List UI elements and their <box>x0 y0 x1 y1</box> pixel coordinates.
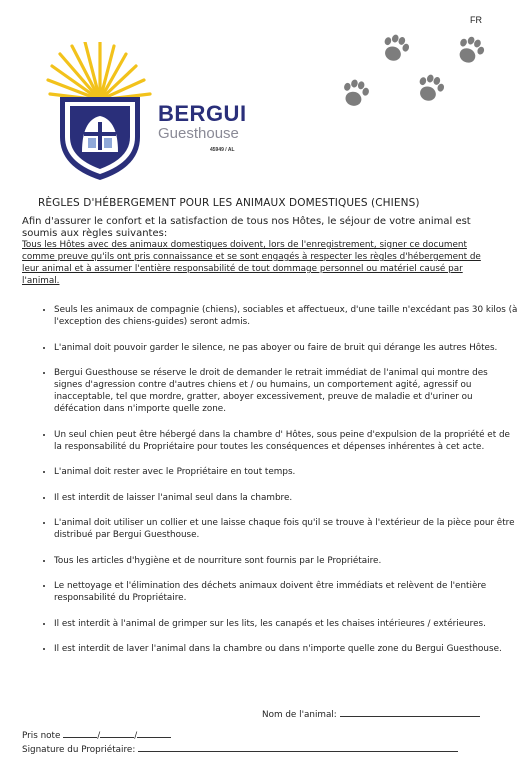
paw-print-icon <box>414 72 447 105</box>
animal-name-row <box>262 707 480 720</box>
sun-logo-icon <box>48 42 150 100</box>
paw-print-icon <box>379 32 412 65</box>
animal-name-field[interactable] <box>340 707 480 717</box>
date-month-field[interactable] <box>100 728 134 738</box>
rule-item: • Seuls les animaux de compagnie (chiens), sociables et affectueux, d'une taille n'excédant pas 30 kilos (à l'exception des chiens-guides) seront admis. <box>54 304 518 328</box>
rule-item: • Bergui Guesthouse se réserve le droit de demander le retrait immédiat de l'animal qui montre des signes d'agression contre d'autres chiens et / ou humains, un comportement agité, agressif ou inacceptable, tel que mordre, gratter, aboyer excessivement, preuve de maladie et d'uriner ou défécation dans n'importe quelle zone. <box>54 367 518 415</box>
notice-text: Tous les Hôtes avec des animaux domestiques doivent, lors de l'enregistrement, signer ce document comme preuve qu'ils ont pris connaissance et se sont engagés à respecter les règles d'hébergement de leur animal et à assumer l'entière responsabilité de tout dommage personnel ou matériel causé par l'animal. <box>22 240 481 286</box>
paw-prints <box>335 28 505 118</box>
rule-item: • Un seul chien peut être hébergé dans la chambre d' Hôtes, sous peine d'expulsion de la propriété et de la responsabilité du Propriétaire pour toutes les conséquences et dépenses inhérentes à cet acte. <box>54 429 518 453</box>
signature-row <box>22 742 458 756</box>
date-day-field[interactable] <box>63 728 97 738</box>
rule-item: • L'animal doit rester avec le Propriétaire en tout temps. <box>54 466 518 478</box>
rule-item: • Il est interdit de laisser l'animal seul dans la chambre. <box>54 492 518 504</box>
signature-label: Signature du Propriétaire: <box>22 745 136 755</box>
noted-label: Pris note <box>22 731 61 741</box>
paw-print-icon <box>340 77 371 109</box>
date-year-field[interactable] <box>137 728 171 738</box>
rule-item: • Tous les articles d'hygiène et de nourriture sont fournis par le Propriétaire. <box>54 555 518 567</box>
shield-helmet-icon <box>60 97 140 180</box>
animal-name-label: Nom de l'animal: <box>262 710 337 720</box>
rule-item: • Il est interdit de laver l'animal dans la chambre ou dans n'importe quelle zone du Bergui Guesthouse. <box>54 643 518 655</box>
rule-item: • Il est interdit à l'animal de grimper sur les lits, les canapés et les chaises intérieures / extérieures. <box>54 618 518 630</box>
intro-section <box>22 216 492 287</box>
intro-text: Afin d'assurer le confort et la satisfaction de tous nos Hôtes, le séjour de votre animal est soumis aux règles suivantes: <box>22 216 471 239</box>
signature-block <box>22 728 458 756</box>
brand-name: BERGUI <box>158 101 247 126</box>
language-code: FR <box>470 15 482 25</box>
rule-item: • L'animal doit utiliser un collier et une laisse chaque fois qu'il se trouve à l'extérieur de la pièce pour être distribué par Bergui Guesthouse. <box>54 517 518 541</box>
document-title: RÈGLES D'HÉBERGEMENT POUR LES ANIMAUX DOMESTIQUES (CHIENS) <box>38 197 420 209</box>
paw-print-icon <box>453 33 487 67</box>
brand-code: 45949 / AL <box>210 147 235 153</box>
brand-block <box>158 103 247 153</box>
rule-item: • L'animal doit pouvoir garder le silence, ne pas aboyer ou faire de bruit qui dérange les autres Hôtes. <box>54 342 518 354</box>
brand-subtitle: Guesthouse <box>158 125 239 142</box>
rule-item: • Le nettoyage et l'élimination des déchets animaux doivent être immédiats et relèvent de l'entière responsabilité du Propriétaire. <box>54 580 518 604</box>
signature-field[interactable] <box>138 742 458 752</box>
bergui-logo <box>40 42 160 182</box>
noted-row: Pris note / / <box>22 728 458 742</box>
rules-list <box>22 304 518 669</box>
